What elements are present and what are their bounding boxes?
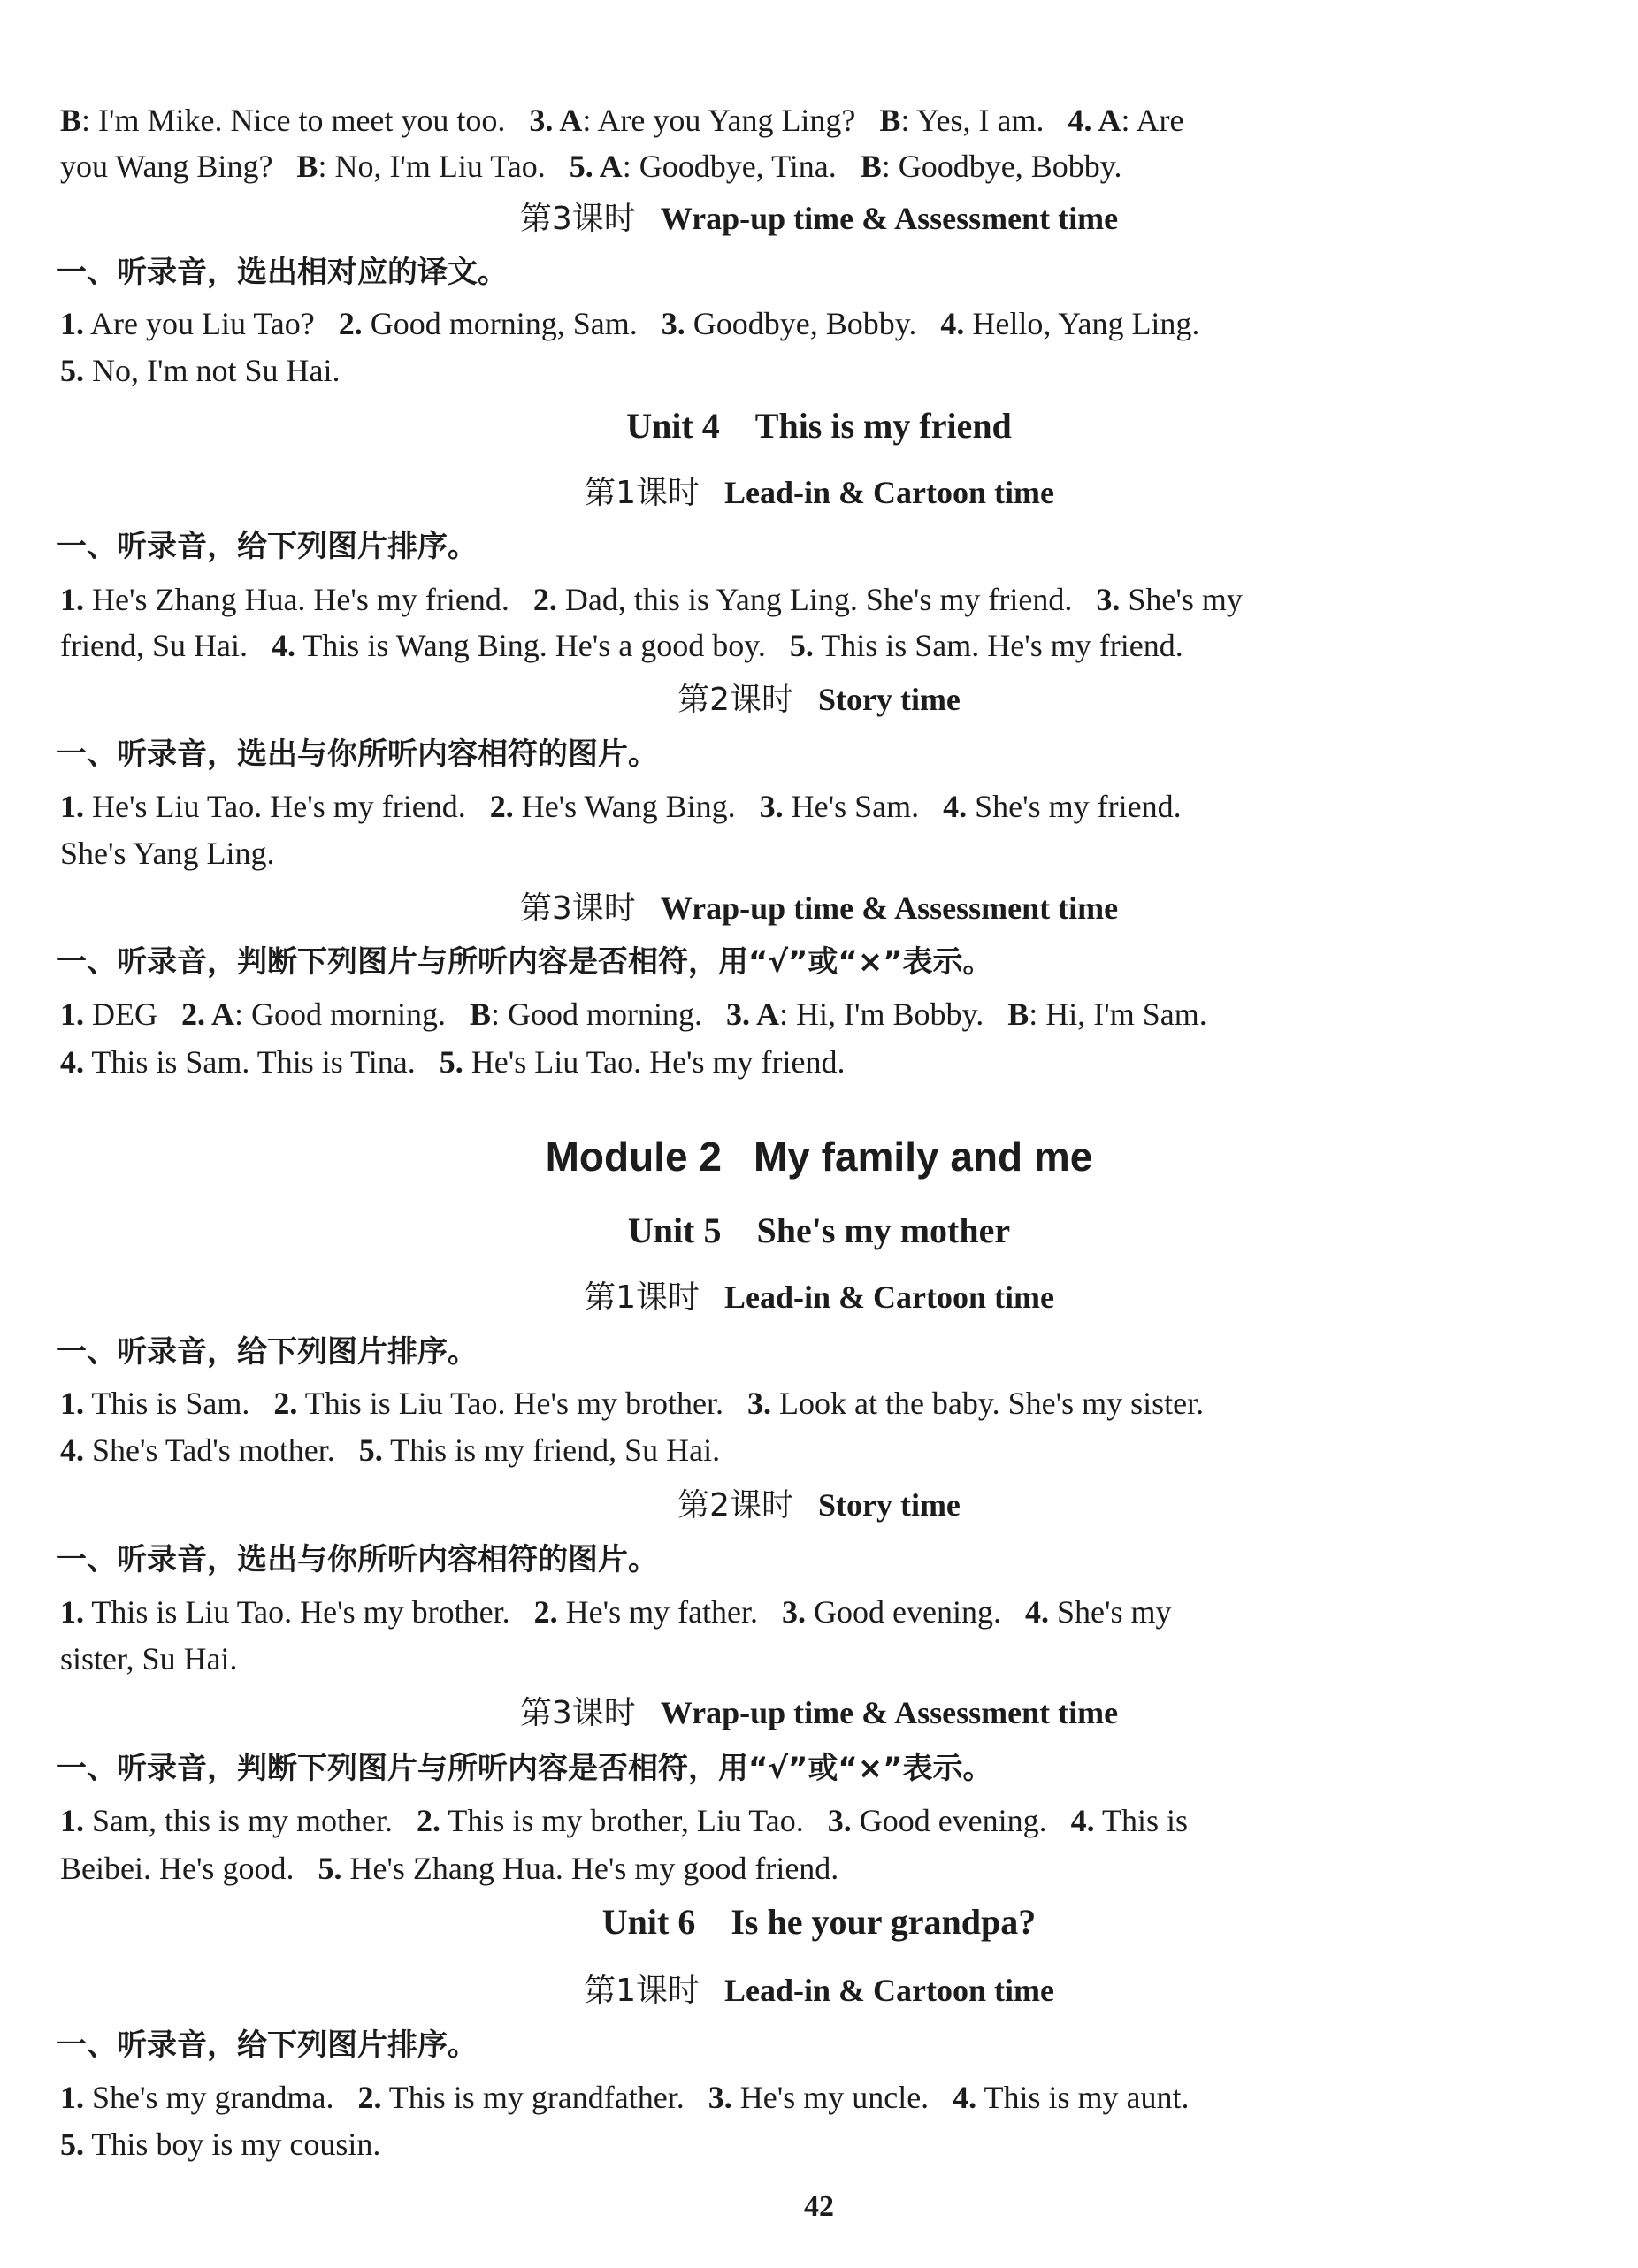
item-marker: B <box>60 103 82 138</box>
answer-text: : Goodbye, Tina. <box>622 149 861 184</box>
lesson-heading: 第3课时 Wrap-up time & Assessment time <box>519 1695 1119 1731</box>
item-marker: 2. <box>357 2080 382 2115</box>
answer-text: She's my friend. <box>967 789 1182 824</box>
lesson-heading: 第1课时 Lead-in & Cartoon time <box>584 1279 1054 1316</box>
answer-text: This is <box>1094 1803 1189 1838</box>
item-marker: 2. <box>338 306 363 341</box>
answer-text: : Are you Yang Ling? <box>582 103 880 138</box>
answer-text: This is Wang Bing. He's a good boy. <box>295 628 790 663</box>
unit-heading: Unit 6 Is he your grandpa? <box>601 1902 1037 1942</box>
item-marker: 1. <box>60 1386 84 1421</box>
item-marker: 4. <box>1070 1803 1095 1838</box>
item-marker: 3. <box>661 306 685 341</box>
item-marker: 1. <box>60 997 84 1032</box>
lesson-heading: 第3课时 Wrap-up time & Assessment time <box>519 201 1119 237</box>
lesson-heading: 第2课时 Story time <box>677 682 961 718</box>
exercise-instruction: 一、听录音，判断下列图片与所听内容是否相符，用“√”或“×”表示。 <box>57 1751 993 1786</box>
item-marker: 3. <box>827 1803 852 1838</box>
item-marker: 1. <box>60 789 84 824</box>
item-marker: 4. <box>60 1044 84 1080</box>
item-marker: 4. <box>953 2080 977 2115</box>
answer-text: He's Sam. <box>783 789 944 824</box>
answer-text: He's Wang Bing. <box>513 789 760 824</box>
item-marker: 5. <box>789 628 814 663</box>
answer-text: This is Sam. <box>84 1386 274 1421</box>
item-marker: 2. A <box>181 997 235 1032</box>
answer-text: friend, Su Hai. <box>60 628 272 663</box>
lesson-heading: 第1课时 Lead-in & Cartoon time <box>584 475 1054 511</box>
exercise-instruction: 一、听录音，选出相对应的译文。 <box>57 255 508 290</box>
item-marker: 1. <box>60 2080 84 2115</box>
answer-text: DEG <box>84 997 181 1032</box>
item-marker: 4. <box>271 628 295 663</box>
item-marker: B <box>470 997 492 1032</box>
answer-line <box>60 303 1511 344</box>
item-marker: 4. <box>940 306 965 341</box>
unit-heading: Unit 4 This is my friend <box>626 406 1012 446</box>
answer-text: : Good morning. <box>491 997 727 1032</box>
answer-text: He's Liu Tao. He's my friend. <box>84 789 490 824</box>
answer-text: She's my <box>1049 1594 1172 1630</box>
answer-text: This boy is my cousin. <box>84 2127 381 2162</box>
lesson-heading: 第1课时 Lead-in & Cartoon time <box>584 1973 1054 2009</box>
answer-line <box>60 994 1511 1035</box>
item-marker: 3. <box>746 1386 771 1421</box>
answer-text: He's my father. <box>557 1594 783 1630</box>
exercise-instruction: 一、听录音，给下列图片排序。 <box>57 1334 478 1370</box>
answer-line <box>60 579 1511 620</box>
answer-line <box>60 1383 1511 1424</box>
answer-text: : Are <box>1121 103 1184 138</box>
answer-text: This is my friend, Su Hai. <box>382 1432 721 1468</box>
item-marker: 4. A <box>1068 103 1121 138</box>
answer-text: Sam, this is my mother. <box>84 1803 417 1838</box>
answer-line <box>60 1800 1511 1841</box>
answer-text: you Wang Bing? <box>60 149 297 184</box>
item-marker: 4. <box>1025 1594 1050 1630</box>
page-number: 42 <box>804 2190 834 2223</box>
exercise-instruction: 一、听录音，给下列图片排序。 <box>57 2027 478 2063</box>
item-marker: 3. <box>708 2080 732 2115</box>
answer-text: This is Liu Tao. He's my brother. <box>84 1594 534 1630</box>
answer-line <box>60 2124 1511 2165</box>
answer-text: He's my uncle. <box>731 2080 953 2115</box>
answer-line <box>60 833 1511 874</box>
unit-heading: Unit 5 She's my mother <box>627 1210 1011 1250</box>
answer-line <box>60 1638 1511 1679</box>
module-heading: Module 2 My family and me <box>545 1134 1093 1180</box>
answer-text: : Yes, I am. <box>900 103 1068 138</box>
answer-text: No, I'm not Su Hai. <box>84 353 341 388</box>
item-marker: 2. <box>533 1594 558 1630</box>
answer-line <box>60 625 1511 666</box>
item-marker: B <box>879 103 901 138</box>
lesson-heading: 第2课时 Story time <box>677 1487 961 1523</box>
item-marker: 1. <box>60 1594 84 1630</box>
item-marker: B <box>860 149 882 184</box>
answer-text: This is Sam. He's my friend. <box>813 628 1183 663</box>
item-marker: 5. <box>60 353 84 388</box>
answer-text: Dad, this is Yang Ling. She's my friend. <box>556 582 1097 617</box>
dialogue-line <box>60 100 1511 141</box>
answer-text: : Hi, I'm Sam. <box>1029 997 1207 1032</box>
answer-text: : Good morning. <box>234 997 471 1032</box>
answer-text: : Hi, I'm Bobby. <box>779 997 1008 1032</box>
answer-text: This is my grandfather. <box>381 2080 708 2115</box>
answer-text: : I'm Mike. Nice to meet you too. <box>81 103 530 138</box>
answer-line <box>60 2077 1511 2118</box>
item-marker: 4. <box>60 1432 84 1468</box>
item-marker: 3. A <box>529 103 583 138</box>
answer-text: Good morning, Sam. <box>362 306 662 341</box>
item-marker: 2. <box>532 582 557 617</box>
answer-text: : Goodbye, Bobby. <box>881 149 1122 184</box>
item-marker: 5. <box>439 1044 463 1080</box>
answer-text: Good evening. <box>806 1594 1026 1630</box>
item-marker: 1. <box>60 582 84 617</box>
lesson-heading: 第3课时 Wrap-up time & Assessment time <box>519 890 1119 927</box>
exercise-instruction: 一、听录音，给下列图片排序。 <box>57 529 478 564</box>
answer-text: : No, I'm Liu Tao. <box>318 149 570 184</box>
item-marker: 5. <box>358 1432 383 1468</box>
answer-line <box>60 1848 1511 1889</box>
answer-text: sister, Su Hai. <box>60 1641 238 1676</box>
answer-line <box>60 1042 1511 1082</box>
item-marker: 5. <box>60 2127 84 2162</box>
answer-text: Good evening. <box>851 1803 1071 1838</box>
answer-line <box>60 1430 1511 1470</box>
item-marker: 4. <box>943 789 968 824</box>
dialogue-line <box>60 146 1511 187</box>
item-marker: 3. <box>759 789 784 824</box>
item-marker: 3. <box>1096 582 1121 617</box>
answer-text: She's my <box>1120 582 1243 617</box>
item-marker: 2. <box>417 1803 441 1838</box>
answer-text: She's my grandma. <box>84 2080 358 2115</box>
item-marker: 1. <box>60 1803 84 1838</box>
answer-text: This is my brother, Liu Tao. <box>440 1803 828 1838</box>
answer-text: She's Yang Ling. <box>60 836 275 871</box>
answer-text: He's Zhang Hua. He's my friend. <box>84 582 533 617</box>
exercise-instruction: 一、听录音，选出与你所听内容相符的图片。 <box>57 1542 658 1577</box>
answer-text: This is my aunt. <box>976 2080 1190 2115</box>
item-marker: 2. <box>489 789 514 824</box>
item-marker: 5. A <box>569 149 623 184</box>
answer-text: This is Liu Tao. He's my brother. <box>297 1386 747 1421</box>
answer-text: Hello, Yang Ling. <box>964 306 1200 341</box>
answer-text: This is Sam. This is Tina. <box>84 1044 440 1080</box>
answer-text: He's Zhang Hua. He's my good friend. <box>341 1851 839 1886</box>
item-marker: 1. <box>60 306 84 341</box>
exercise-instruction: 一、听录音，判断下列图片与所听内容是否相符，用“√”或“×”表示。 <box>57 944 993 980</box>
answer-text: Look at the baby. She's my sister. <box>770 1386 1205 1421</box>
answer-line <box>60 350 1511 391</box>
item-marker: 3. <box>782 1594 807 1630</box>
answer-line <box>60 1592 1511 1632</box>
item-marker: B <box>1007 997 1029 1032</box>
item-marker: 5. <box>318 1851 342 1886</box>
item-marker: B <box>296 149 318 184</box>
answer-text: She's Tad's mother. <box>84 1432 359 1468</box>
item-marker: 3. A <box>726 997 780 1032</box>
item-marker: 2. <box>273 1386 298 1421</box>
answer-text: He's Liu Tao. He's my friend. <box>463 1044 846 1080</box>
answer-text: Goodbye, Bobby. <box>685 306 941 341</box>
exercise-instruction: 一、听录音，选出与你所听内容相符的图片。 <box>57 737 658 772</box>
answer-text: Are you Liu Tao? <box>84 306 339 341</box>
answer-line <box>60 786 1511 827</box>
answer-text: Beibei. He's good. <box>60 1851 318 1886</box>
